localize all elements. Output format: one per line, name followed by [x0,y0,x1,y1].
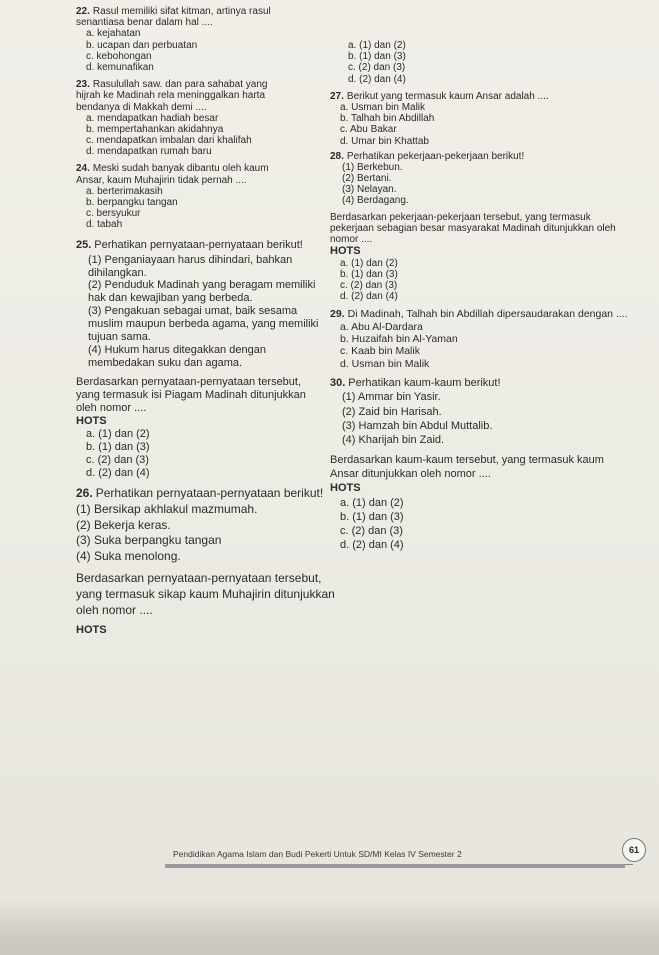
option-b: b. (1) dan (3) [348,51,406,63]
option-c: c. bersyukur [86,208,141,220]
option-b: b. mempertahankan akidahnya [86,123,224,135]
question-stem: Rasul memiliki sifat kitman, artinya rasul senantiasa benar dalam hal .... [76,6,271,29]
option-d: d. Umar bin Khattab [340,135,429,147]
option-b: b. (1) dan (3) [340,268,398,280]
option-d: d. (2) dan (4) [340,539,404,552]
question-stem: Di Madinah, Talhah bin Abdillah dipersaudarakan dengan .... [347,308,628,321]
option-d: d. (2) dan (4) [340,291,398,303]
question-number: 24. [76,163,90,175]
option-d: d. kemunafikan [86,61,154,73]
question-number: 23. [76,79,90,91]
question-stem: Rasulullah saw. dan para sahabat yang hijrah ke Madinah rela meninggalkan harta bendanya di Makkah demi .... [76,79,268,113]
option-b: b. (1) dan (3) [86,441,150,454]
statement-4: (4) Kharijah bin Zaid. [342,434,445,447]
option-c: c. (2) dan (3) [348,62,406,74]
question-29 [330,308,635,370]
page-footer: Pendidikan Agama Islam dan Budi Pekerti Untuk SD/MI Kelas IV Semester 2 [165,844,633,865]
hots-tag: HOTS [76,623,107,636]
statement-2: (2) Bekerja keras. [76,517,171,532]
question-prompt: Berdasarkan pernyataan-pernyataan tersebut, yang termasuk sikap kaum Muhajirin ditunjukkan oleh nomor .... [76,571,335,617]
page-number: 61 [622,838,646,862]
option-b: b. ucapan dan perbuatan [86,39,198,51]
option-a: a. Usman bin Malik [340,101,426,113]
option-d: d. Usman bin Malik [340,357,430,370]
question-22-answer-options [338,40,645,85]
statement-1: (1) Berkebun. [342,161,403,173]
option-d: d. mendapatkan rumah baru [86,146,212,158]
option-c: c. (2) dan (3) [340,279,398,291]
statement-1: (1) Bersikap akhlakul mazmumah. [76,501,258,516]
statement-1: (1) Ammar bin Yasir. [342,391,441,404]
statement-2: (2) Penduduk Madinah yang beragam memiliki hak dan kewajiban yang berbeda. [88,279,316,305]
question-number: 27. [330,90,344,102]
option-a: a. Abu Al-Dardara [340,320,423,333]
option-b: b. Huzaifah bin Al-Yaman [340,333,458,345]
question-prompt: Berdasarkan kaum-kaum tersebut, yang termasuk kaum Ansar ditunjukkan oleh nomor .... [330,453,604,480]
statement-3: (3) Hamzah bin Abdul Muttalib. [342,420,493,433]
question-number: 25. [76,238,92,251]
statement-1: (1) Penganiayaan harus dihindari, bahkan dihilangkan. [88,253,293,279]
statement-4: (4) Hukum harus ditegakkan dengan membedakan suku dan agama. [88,344,266,370]
option-d: d. (2) dan (4) [348,73,406,85]
option-a: a. (1) dan (2) [340,257,398,269]
option-c: c. mendapatkan imbalan dari khalifah [86,135,252,147]
hots-tag: HOTS [330,482,361,495]
question-23 [76,79,276,157]
question-27 [330,91,630,147]
option-c: c. kebohongan [86,50,152,62]
statement-2: (2) Zaid bin Harisah. [342,405,442,418]
question-number: 26. [76,486,93,500]
question-number: 28. [330,150,344,162]
option-d: d. tabah [86,219,123,231]
left-column [76,6,361,641]
question-26 [76,486,346,637]
hots-tag: HOTS [76,415,107,428]
option-c: c. (2) dan (3) [340,525,403,538]
option-a: a. (1) dan (2) [86,428,150,441]
question-24 [76,163,281,230]
question-number: 30. [330,377,346,390]
question-prompt: Berdasarkan pernyataan-pernyataan tersebut, yang termasuk isi Piagam Madinah ditunjukkan oleh nomor .... [76,376,306,415]
option-c: c. (2) dan (3) [86,454,149,467]
option-c: c. Abu Bakar [340,124,397,136]
option-b: b. berpangku tangan [86,197,178,208]
option-a: a. kejahatan [86,28,141,40]
hots-tag: HOTS [330,245,361,258]
option-b: b. (1) dan (3) [340,510,404,523]
statement-4: (4) Suka menolong. [76,549,181,564]
statement-3: (3) Suka berpangku tangan [76,533,222,548]
footer-divider [165,864,625,868]
question-22 [76,6,276,73]
right-column [330,40,645,557]
statement-3: (3) Nelayan. [342,184,397,196]
statement-4: (4) Berdagang. [342,195,409,207]
option-b: b. Talhah bin Abdillah [340,113,435,125]
option-a: a. berterimakasih [86,185,163,197]
question-number: 22. [76,6,90,17]
question-stem: Perhatikan kaum-kaum berikut! [348,377,501,390]
option-a: a. (1) dan (2) [340,496,404,509]
question-stem: Perhatikan pernyataan-pernyataan berikut! [94,238,303,251]
question-28 [330,151,635,303]
question-stem: Berikut yang termasuk kaum Ansar adalah .... [346,90,549,102]
question-number: 29. [330,308,345,321]
statement-2: (2) Bertani. [342,173,392,185]
statement-3: (3) Pengakuan sebagai umat, baik sesama muslim maupun berbeda agama, yang memiliki tujuan sama. [88,305,319,344]
question-stem: Meski sudah banyak dibantu oleh kaum Ansar, kaum Muhajirin tidak pernah .... [76,163,269,186]
option-d: d. (2) dan (4) [86,467,150,480]
option-c: c. Kaab bin Malik [340,345,420,358]
question-30 [330,376,635,553]
option-a: a. mendapatkan hadiah besar [86,112,219,124]
question-prompt: Berdasarkan pekerjaan-pekerjaan tersebut, yang termasuk pekerjaan sebagian besar masyarakat Madinah ditunjukkan oleh nomor .... [330,211,616,245]
page-shadow [0,900,659,955]
question-25 [76,239,321,480]
question-stem: Perhatikan pekerjaan-pekerjaan berikut! [346,150,525,162]
option-a: a. (1) dan (2) [348,40,406,51]
question-stem: Perhatikan pernyataan-pernyataan berikut! [95,486,324,500]
